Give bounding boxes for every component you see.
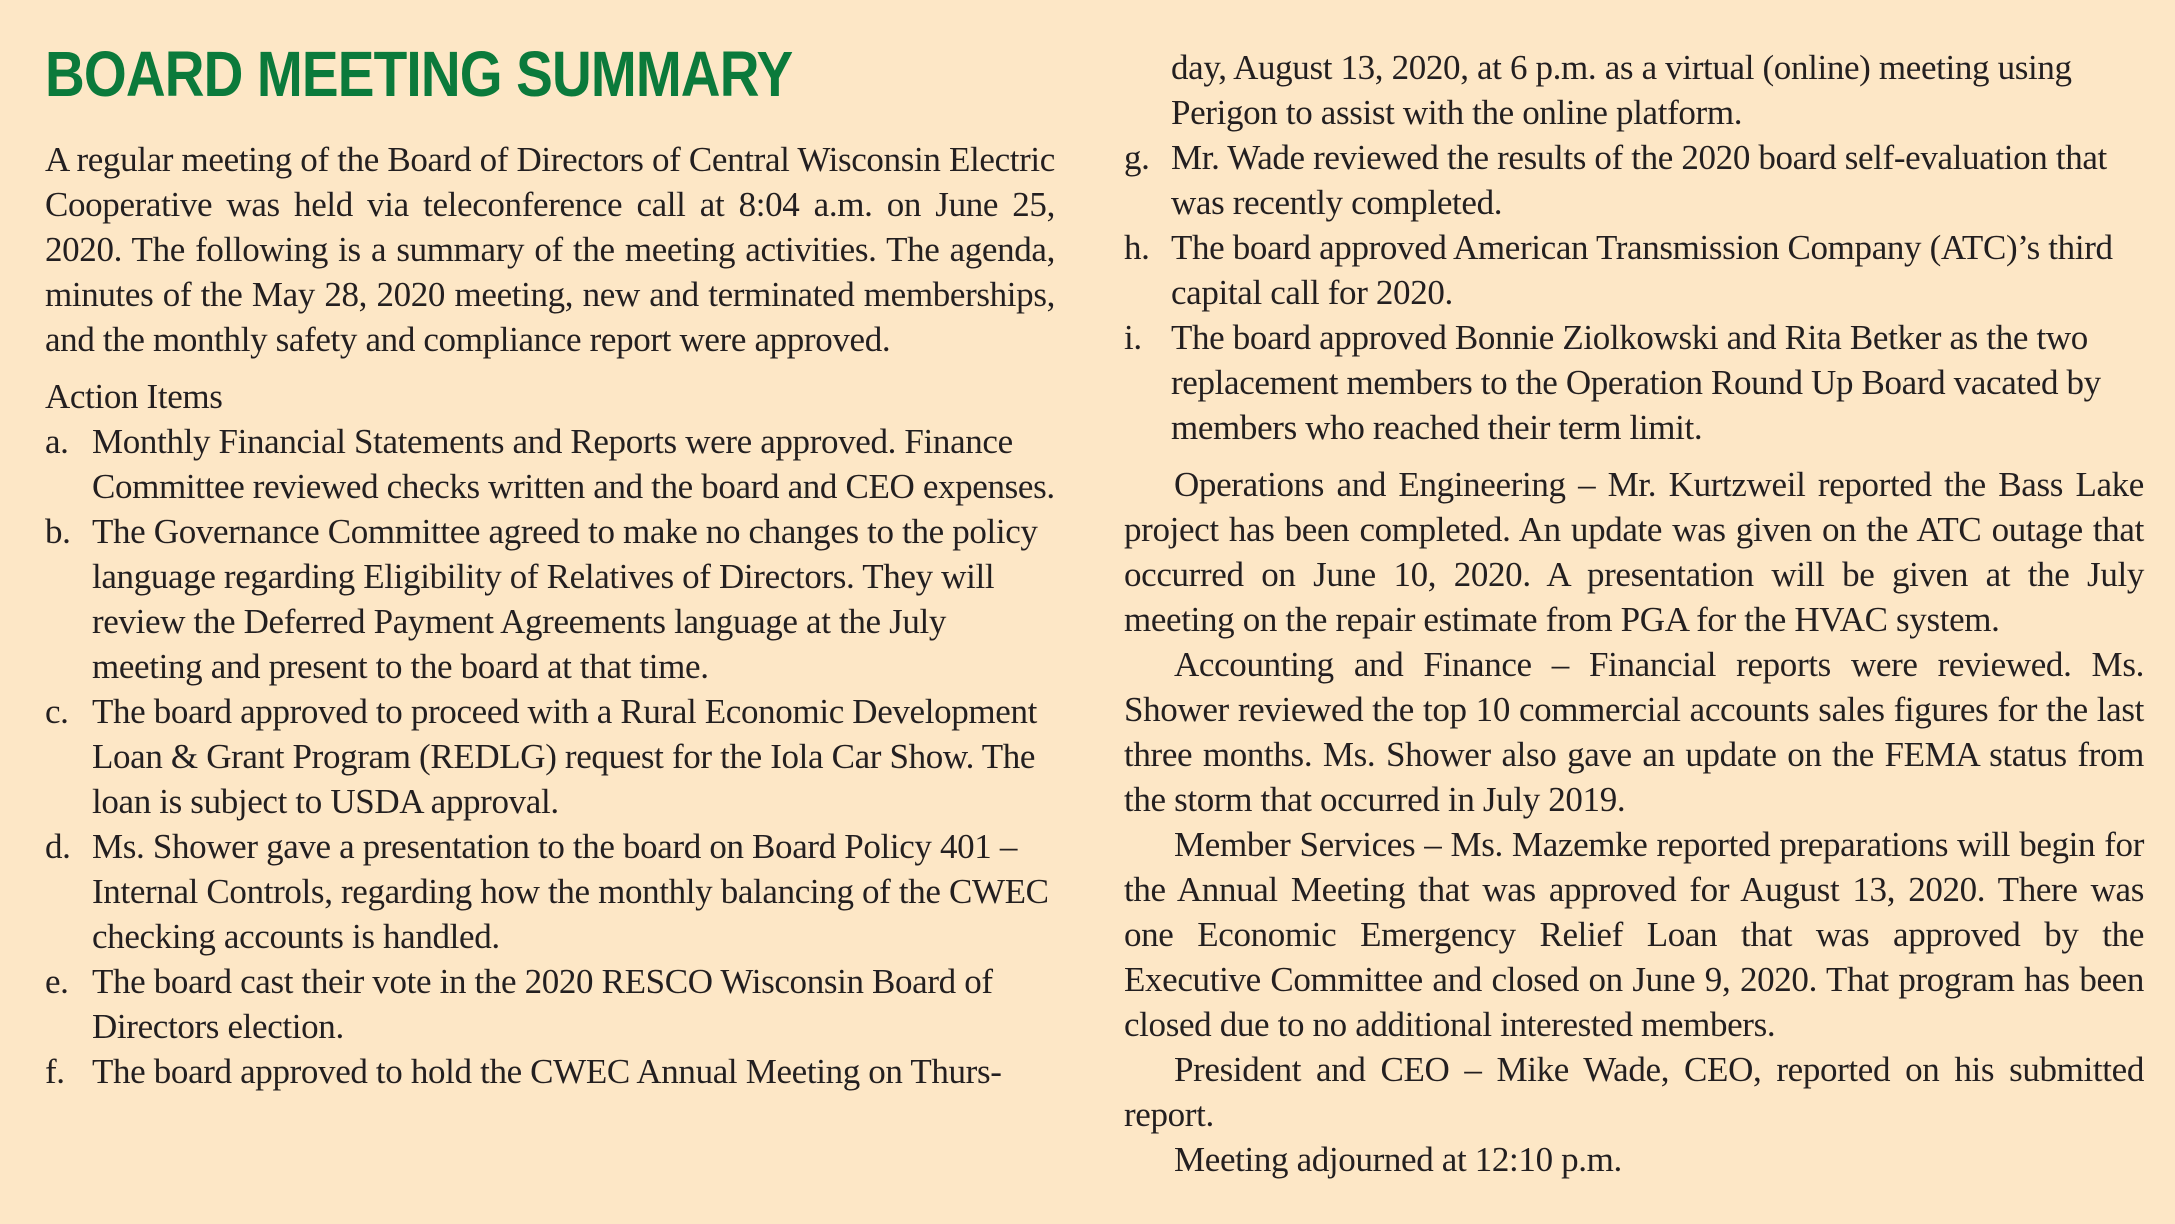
- action-items-heading: Action Items: [45, 377, 223, 416]
- accounting-report: Accounting and Finance – Financial reports were reviewed. Ms. Shower reviewed the top 10 commercial accounts sales figures for the last three months. Ms. Shower also gave an update on the FEMA status from the storm that occurred in July 2019.: [1124, 645, 2144, 819]
- action-items-list-continued: [1124, 135, 2144, 450]
- list-marker: d.: [45, 827, 71, 866]
- operations-report: Operations and Engineering – Mr. Kurtzweil reported the Bass Lake project has been completed. An update was given on the ATC outage that occurred on June 10, 2020. A presentation will be given at the July meeting on the repair estimate from PGA for the HVAC system.: [1124, 465, 2144, 639]
- list-marker: c.: [45, 692, 69, 731]
- article-title: BOARD MEETING SUMMARY: [45, 38, 793, 110]
- action-item-text: The board approved Bonnie Ziolkowski and Rita Betker as the two replacement members to the Operation Round Up Board vacated by members who reached their term limit.: [1171, 318, 2101, 447]
- action-item-f: [45, 1049, 1055, 1094]
- action-item-f-continued: day, August 13, 2020, at 6 p.m. as a virtual (online) meeting using Perigon to assist with the online platform.: [1171, 48, 2072, 132]
- action-item-text: The board approved to hold the CWEC Annual Meeting on Thurs-: [92, 1052, 1002, 1091]
- action-item-b: [45, 509, 1055, 689]
- action-item-text: The Governance Committee agreed to make no changes to the policy language regarding Eligibility of Relatives of Directors. They will review the Deferred Payment Agreements language at the July meeting and present to the board at that time.: [92, 512, 1038, 686]
- list-marker: g.: [1124, 138, 1150, 177]
- action-item-i: [1124, 315, 2144, 450]
- action-item-a: [45, 419, 1055, 509]
- intro-paragraph: A regular meeting of the Board of Directors of Central Wisconsin Electric Cooperative was held via teleconference call at 8:04 a.m. on June 25, 2020. The following is a summary of the meeting activities. The agenda, minutes of the May 28, 2020 meeting, new and terminated memberships, and the monthly safety and compliance report were approved.: [45, 140, 1055, 359]
- list-marker: i.: [1124, 318, 1142, 357]
- list-marker: a.: [45, 422, 69, 461]
- adjournment-note: Meeting adjourned at 12:10 p.m.: [1174, 1140, 1622, 1179]
- ceo-report: President and CEO – Mike Wade, CEO, reported on his submitted report.: [1124, 1050, 2144, 1134]
- list-marker: h.: [1124, 228, 1150, 267]
- left-column: [45, 137, 1055, 1094]
- action-item-c: [45, 689, 1055, 824]
- action-item-e: [45, 959, 1055, 1049]
- action-items-list: [45, 419, 1055, 1094]
- action-item-h: [1124, 225, 2144, 315]
- right-column: [1124, 45, 2144, 1182]
- list-marker: f.: [45, 1052, 65, 1091]
- action-item-d: [45, 824, 1055, 959]
- action-item-text: The board approved to proceed with a Rural Economic Development Loan & Grant Program (REDLG) request for the Iola Car Show. The loan is subject to USDA approval.: [92, 692, 1037, 821]
- list-marker: e.: [45, 962, 69, 1001]
- list-marker: b.: [45, 512, 71, 551]
- action-item-text: Mr. Wade reviewed the results of the 2020 board self-evaluation that was recently completed.: [1171, 138, 2107, 222]
- spacer: [1124, 450, 2144, 462]
- action-item-g: [1124, 135, 2144, 225]
- member-services-report: Member Services – Ms. Mazemke reported preparations will begin for the Annual Meeting that was approved for August 13, 2020. There was one Economic Emergency Relief Loan that was approved by the Executive Committee and closed on June 9, 2020. That program has been closed due to no additional interested members.: [1124, 825, 2144, 1044]
- action-item-text: Monthly Financial Statements and Reports were approved. Finance Committee reviewed checks written and the board and CEO expenses.: [92, 422, 1055, 506]
- action-item-text: The board approved American Transmission Company (ATC)’s third capital call for 2020.: [1171, 228, 2113, 312]
- action-item-text: Ms. Shower gave a presentation to the board on Board Policy 401 – Internal Controls, regarding how the monthly balancing of the CWEC checking accounts is handled.: [92, 827, 1049, 956]
- action-item-text: The board cast their vote in the 2020 RESCO Wisconsin Board of Directors election.: [92, 962, 993, 1046]
